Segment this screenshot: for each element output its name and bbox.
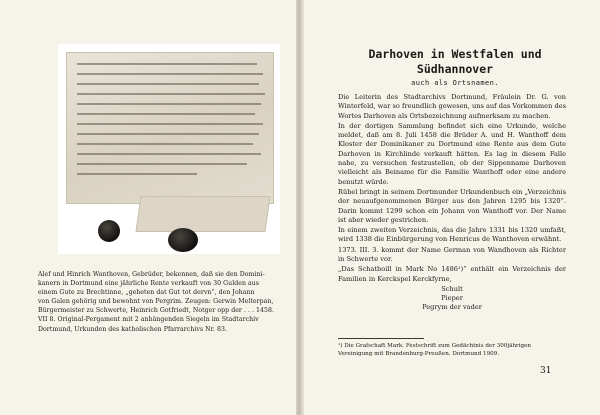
caption-line: Bürgermeister zu Schwerte, Heinrich Gotfriedt, Notger opp der . . . 1458.: [38, 307, 275, 315]
name-item: Schult: [441, 284, 463, 293]
charter-photo: [58, 44, 280, 254]
caption-line: VII 8. Original-Pergament mit 2 anhängenden Siegeln im Stadtarchiv: [38, 316, 259, 324]
paragraph: In der dortigen Sammlung befindet sich eine Urkunde, welche meldet, daß am 8. Juli 1458 die Brüder A. und H. Wanthoff dem Kloster der Dominikaner zu Dortmund eine Rente aus dem Gute Darhoven in Kirchlinde verkauft hätten. Es lag in diesem Falle nahe, zu versuchen festzustellen, ob der Sippenname Darhoven vielleicht als Beiname für die Familie Wanthoff oder eine andere benutzt würde.: [338, 121, 566, 186]
footnote-rule: [338, 338, 424, 339]
paragraph: Die Leiterin des Stadtarchivs Dortmund, Fräulein Dr. G. von Winterfeld, war so freundlich gewesen, uns auf das Vorkommen des Wortes Darhoven als Ortsbezeichnung aufmerksam zu machen.: [338, 93, 566, 120]
caption-line: von Galen gehörig und bewohnt von Pergrim. Zeugen: Gerwin Melterpan,: [38, 298, 274, 306]
chapter-subtitle: auch als Ortsnamen.: [411, 79, 499, 87]
name-list: [338, 285, 566, 312]
name-item: Pieper: [441, 293, 463, 302]
seal-left: [98, 220, 120, 242]
paragraph: „Das Schatboill in Mark No 1486¹)“ enthält ein Verzeichnis der Familien in Kerckspel Kerckfyrne,: [338, 265, 566, 283]
parchment-fold: [135, 196, 270, 232]
parchment: [66, 52, 274, 204]
chapter-title-line2: Südhannover: [416, 62, 494, 76]
paragraph: 1373. III. 3. kommt der Name German von Wandhoven als Richter in Schwerte vor.: [338, 245, 566, 264]
caption-line: einem Gute zu Brechtinne, „geheten dat Gut tot dervn“, den Johann: [38, 289, 255, 297]
paragraph: Rübel bringt in seinem Dortmunder Urkundenbuch ein „Verzeichnis der neuaufgenommenen Bürger aus den Jahren 1295 bis 1320“. Darin kommt 1299 schon ein Johann von Wanthoff vor. Der Name ist aber wieder gestrichen.: [338, 187, 566, 224]
book-gutter: [296, 0, 304, 415]
seal-right: [168, 228, 198, 252]
caption-line: Alef und Hinrich Wanthoven, Gebrüder, bekennen, daß sie den Domini-: [38, 271, 265, 278]
body-text: [338, 93, 566, 312]
photo-caption: [38, 270, 288, 334]
name-item: Pegrym der vader: [422, 302, 482, 311]
paragraph: In einem zweiten Verzeichnis, das die Jahre 1331 bis 1320 umfaßt, wird 1338 die Einbürgerung von Henricus de Wanthoven erwähnt.: [338, 226, 566, 244]
caption-line: kanern in Dortmund eine jährliche Rente verkauft von 30 Gulden aus: [38, 280, 260, 288]
chapter-title: Darhoven in Westfalen und: [368, 47, 542, 61]
caption-line: Dortmund, Urkunden des katholischen Pfarrarchivs Nr. 83.: [38, 325, 227, 333]
page-number: 31: [540, 366, 552, 376]
footnote: ¹) Die Grafschaft Mark. Festschrift zum Gedächtnis der 300jährigen Vereinigung mit Brandenburg-Preußen. Dortmund 1909.: [338, 343, 532, 357]
